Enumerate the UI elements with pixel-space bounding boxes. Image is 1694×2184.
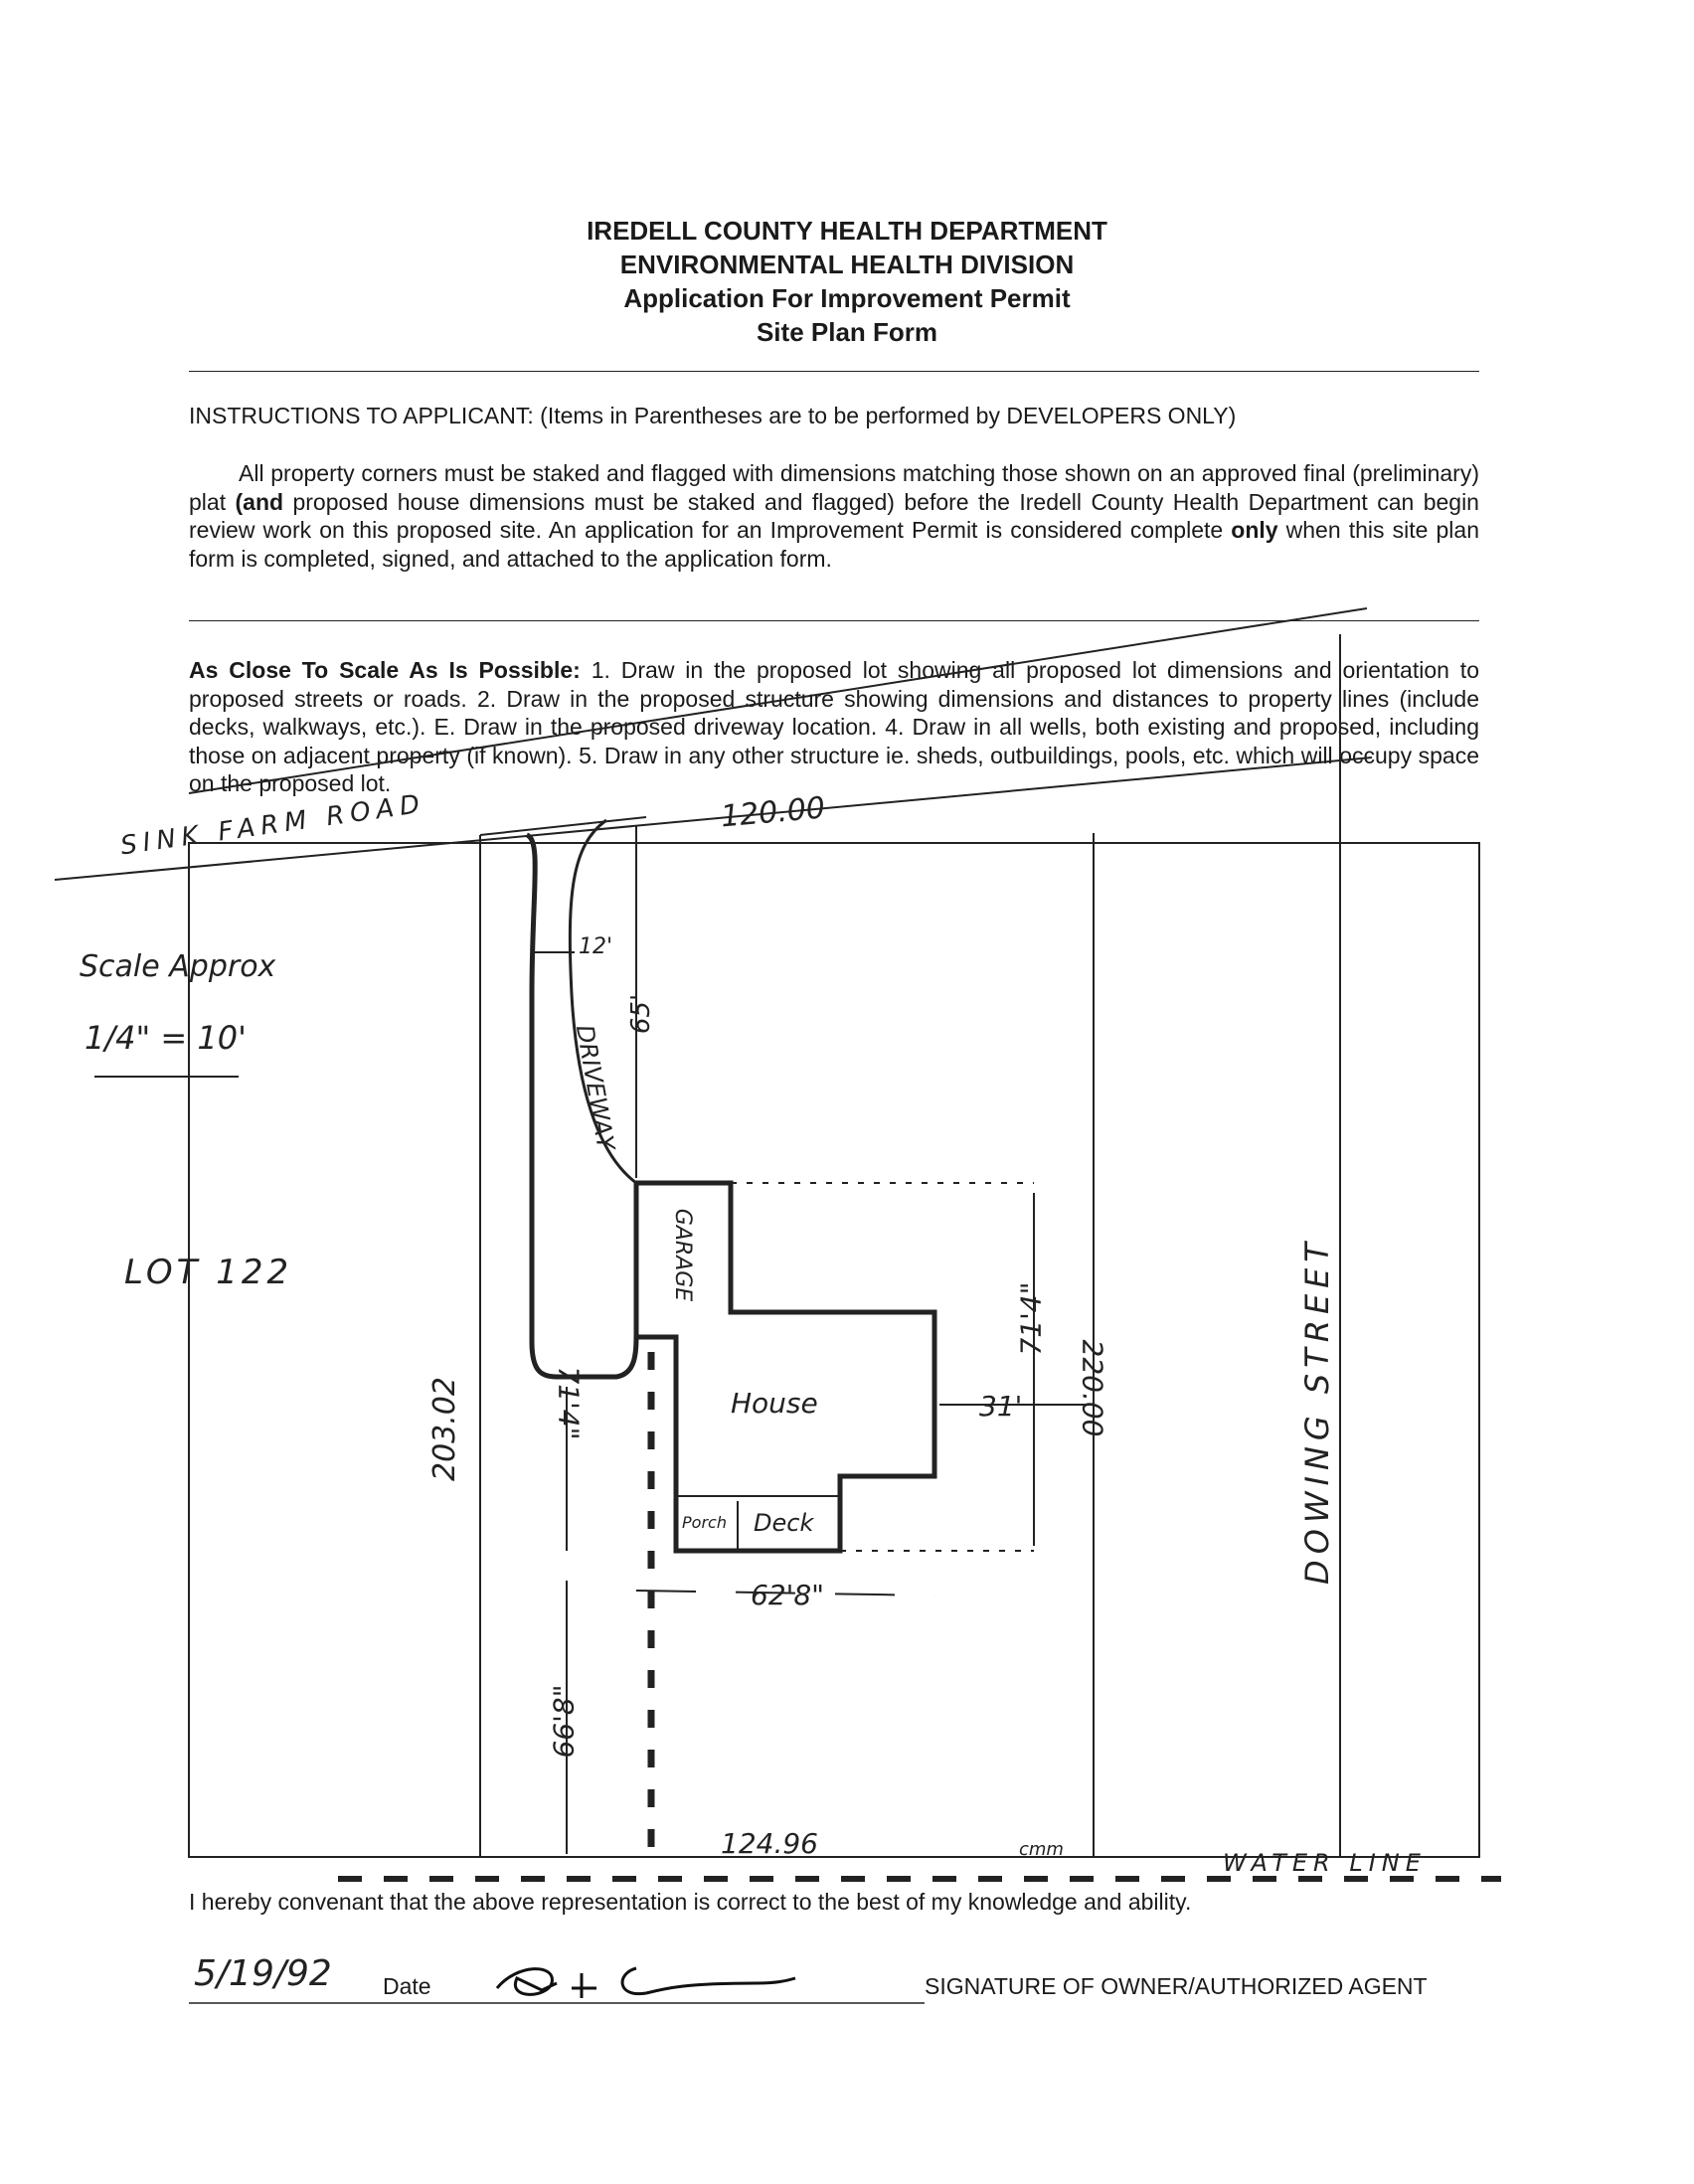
certification-text: I hereby convenant that the above representation is correct to the best of my knowledge and ability. [189,1889,1192,1915]
dim-71-right-label: 71'4" [1014,1281,1048,1356]
instructions-text-c: proposed house dimensions must be staked and flagged) before the Iredell County Health Department can begin review work on this proposed site. An application for an Improvement Permit is considered complete [189,488,1479,543]
left-dimension: 203.02 [426,1377,462,1481]
road-label: SINK FARM ROAD [118,788,427,862]
form-name: Site Plan Form [756,317,938,347]
form-subtitle: Application For Improvement Permit [623,283,1071,313]
instructions-heading: INSTRUCTIONS TO APPLICANT: (Items in Parentheses are to be performed by DEVELOPERS ONLY) [189,403,1237,428]
instructions-text-b: (and [235,488,284,515]
scale-label: Scale Approx [80,949,276,984]
cmm-label: cmm [1019,1839,1064,1860]
dim-66-label: 66'8" [547,1684,581,1759]
dim-71-left-label: 71'4" [552,1366,586,1440]
dim-62-label: 62'8" [751,1579,825,1611]
instructions-text-a: All property corners must be staked and flagged with dimensions matching those shown on an approved final (preliminary) plat [189,460,1479,515]
right-dimension: 220.00 [1076,1339,1109,1437]
garage-label: GARAGE [670,1208,696,1302]
bottom-dimension: 124.96 [721,1827,818,1860]
date-label: Date [383,1973,431,1999]
dim-12-label: 12' [579,934,613,959]
lot-label: LOT 122 [124,1253,293,1292]
house-label: House [731,1387,818,1420]
date-value: 5/19/92 [194,1953,332,1994]
outer-boundary [189,843,1479,1857]
street-label: DOWING STREET [1297,1237,1336,1585]
division-title: ENVIRONMENTAL HEALTH DIVISION [619,250,1075,279]
signature-scribble [497,1968,795,1998]
signature-label: SIGNATURE OF OWNER/AUTHORIZED AGENT [925,1973,1428,1999]
dim-65-label: 65' [626,993,657,1035]
deck-label: Deck [754,1509,814,1537]
instructions-text-e: when this site plan form is completed, signed, and attached to the application form. [189,517,1479,572]
instructions-text-d: only [1231,517,1278,543]
dim-31-label: 31' [979,1390,1023,1423]
porch-label: Porch [682,1513,727,1532]
scale-instructions-text: 1. Draw in the proposed lot showing all proposed lot dimensions and orientation to proposed streets or roads. 2. Draw in the proposed structure showing dimensions and distances to property lines (include decks, walkways, etc.). E. Draw in the proposed driveway location. 4. Draw in all wells, both existing and proposed, including those on adjacent property (if known). 5. Draw in any other structure ie. sheds, outbuildings, pools, etc. which will occupy space on the proposed lot. [189,657,1479,796]
scale-value: 1/4" = 10' [85,1019,247,1057]
top-dimension: 120.00 [719,790,827,835]
water-line-label: WATER LINE [1223,1849,1427,1877]
driveway-label: DRIVEWAY [570,1022,620,1153]
scale-instructions-lead: As Close To Scale As Is Possible: [189,657,581,683]
strike-line-upper [189,608,1367,793]
department-title: IREDELL COUNTY HEALTH DEPARTMENT [587,216,1107,246]
driveway-outline [527,835,636,1377]
